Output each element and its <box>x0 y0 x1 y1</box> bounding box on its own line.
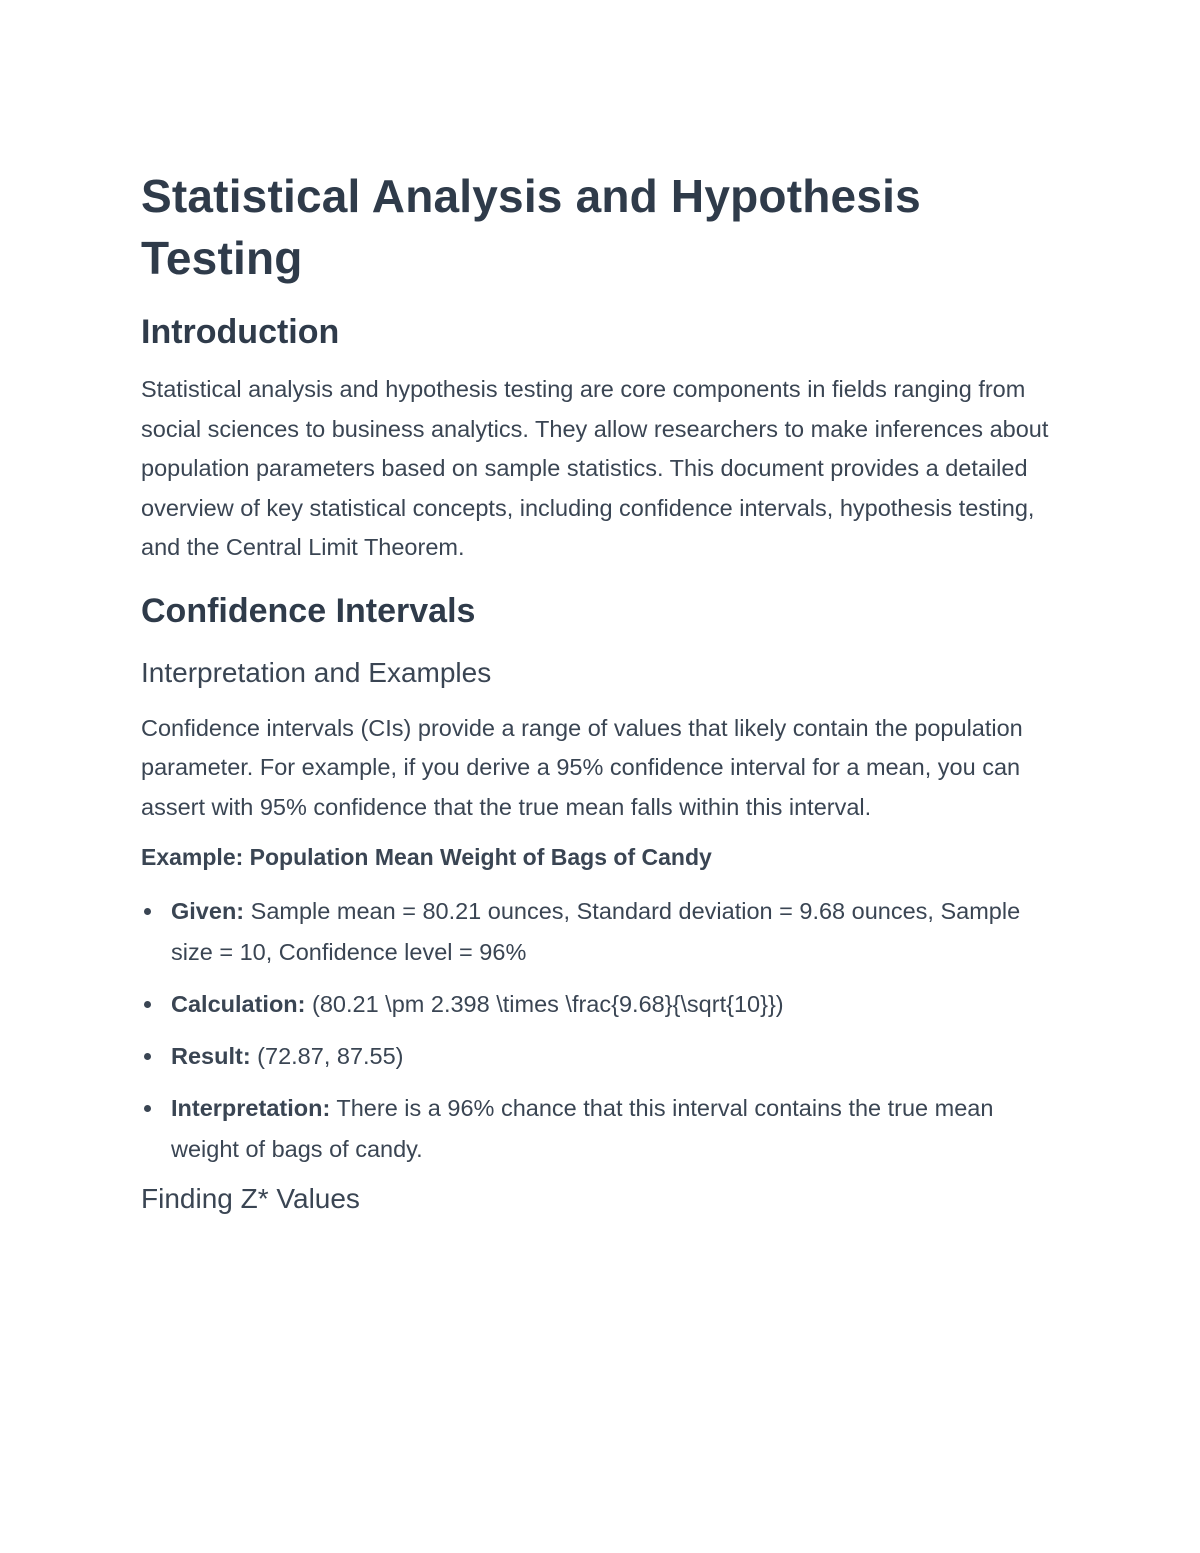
document-page <box>141 165 1066 1217</box>
confidence-intervals-heading: Confidence Intervals <box>141 591 476 630</box>
list-item-result <box>141 1036 1066 1077</box>
bullet-icon <box>144 1001 151 1008</box>
introduction-paragraph: Statistical analysis and hypothesis testing are core components in fields ranging from social sciences to business analytics. They allow researchers to make inferences about population parameters based on sample statistics. This document provides a detailed overview of key statistical concepts, including confidence intervals, hypothesis testing, and the Central Limit Theorem. <box>141 376 1049 560</box>
list-item-text: Sample mean = 80.21 ounces, Standard deviation = 9.68 ounces, Sample size = 10, Confidence level = 96% <box>171 898 1021 965</box>
introduction-heading: Introduction <box>141 313 340 351</box>
example-heading: Example: Population Mean Weight of Bags of Candy <box>141 844 712 870</box>
list-item-text: (80.21 \pm 2.398 \times \frac{9.68}{\sqrt{10}}) <box>305 991 784 1017</box>
bullet-icon <box>144 1105 151 1112</box>
list-item-given <box>141 891 1066 973</box>
example-list <box>141 891 1066 1170</box>
list-item-interpretation <box>141 1088 1066 1170</box>
list-item-label: Given: <box>171 898 245 924</box>
list-item-label: Calculation: <box>171 991 306 1017</box>
document-title: Statistical Analysis and Hypothesis Testing <box>141 170 921 284</box>
list-item-label: Interpretation: <box>171 1095 331 1121</box>
bullet-icon <box>144 908 151 915</box>
confidence-intervals-paragraph: Confidence intervals (CIs) provide a range of values that likely contain the population parameter. For example, if you derive a 95% confidence interval for a mean, you can assert with 95% confidence that the true mean falls within this interval. <box>141 714 1023 820</box>
list-item-label: Result: <box>171 1043 251 1069</box>
list-item-calculation <box>141 984 1066 1025</box>
list-item-text: There is a 96% chance that this interval contains the true mean weight of bags of candy. <box>171 1095 994 1162</box>
list-item-text: (72.87, 87.55) <box>250 1043 404 1069</box>
interpretation-examples-heading: Interpretation and Examples <box>141 656 492 688</box>
bullet-icon <box>144 1053 151 1060</box>
finding-z-values-heading: Finding Z* Values <box>141 1183 360 1214</box>
